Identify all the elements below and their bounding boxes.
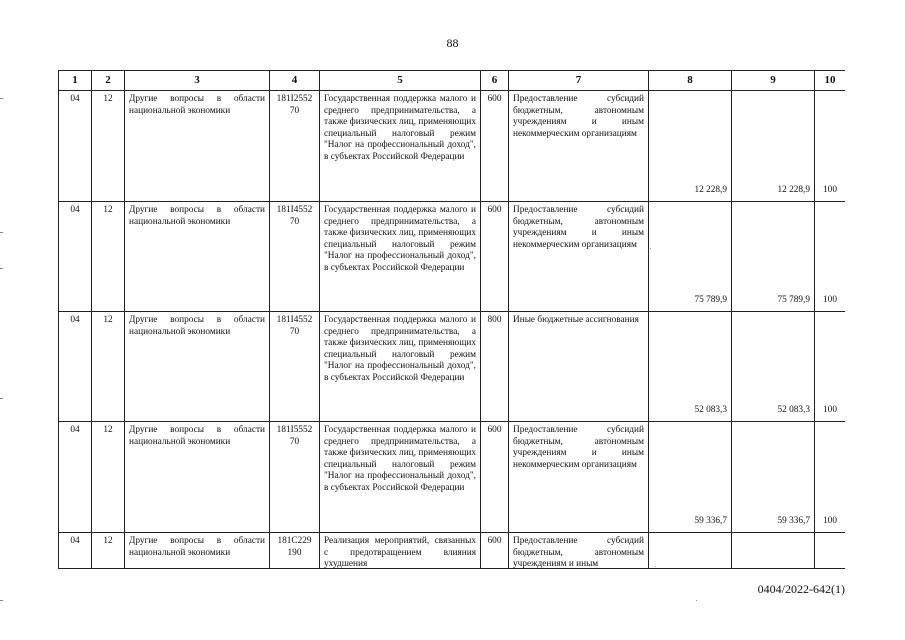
cell-expense-code: 600 [481, 202, 509, 311]
cell-percent [815, 312, 845, 421]
table-row [59, 312, 845, 422]
table-row [59, 202, 845, 312]
header-col-9: 9 [732, 71, 815, 90]
cell-amount-approved [649, 422, 732, 532]
cell-expense-code: 800 [481, 312, 509, 421]
cell-expense-name: Предоставление субсидий бюджетным, автономным учреждениям и иным некоммерческим организациям [509, 91, 649, 201]
cell-subsection: 12 [92, 422, 125, 532]
cell-expense-name: Предоставление субсидий бюджетным, автономным учреждениям и иным [509, 533, 649, 569]
percent-value: 100 [823, 185, 837, 196]
budget-table [58, 70, 845, 569]
header-col-6: 6 [481, 71, 509, 90]
amount-executed-value: 52 083,3 [777, 405, 810, 416]
cell-section-name: Другие вопросы в области национальной экономики [125, 533, 270, 569]
cell-section-name: Другие вопросы в области национальной экономики [125, 422, 270, 532]
scan-edge-mark [0, 98, 3, 99]
scan-speck [650, 248, 651, 249]
header-col-1: 1 [59, 71, 92, 90]
cell-expense-code: 600 [481, 533, 509, 569]
cell-target-code: 181I4552 70 [270, 312, 320, 421]
cell-target-name: Государственная поддержка малого и среднего предпринимательства, а также физических лиц, применяющих специальный налоговый режим "Налог на профессиональный доход", в субъектах Российской Федерации [320, 91, 481, 201]
table-row [59, 533, 845, 569]
percent-value: 100 [823, 295, 837, 306]
cell-amount-executed [732, 312, 815, 421]
cell-section: 04 [59, 202, 92, 311]
amount-executed-value: 12 228,9 [777, 185, 810, 196]
percent-value: 100 [823, 516, 837, 527]
scan-edge-mark [0, 600, 3, 601]
cell-target-code: 181I2552 70 [270, 91, 320, 201]
cell-section-name: Другие вопросы в области национальной экономики [125, 312, 270, 421]
header-col-7: 7 [509, 71, 649, 90]
cell-amount-approved [649, 533, 732, 569]
amount-approved-value: 75 789,9 [694, 295, 727, 306]
cell-amount-approved [649, 312, 732, 421]
header-col-3: 3 [125, 71, 270, 90]
cell-subsection: 12 [92, 91, 125, 201]
amount-approved-value: 12 228,9 [694, 185, 727, 196]
scan-speck [696, 600, 697, 601]
cell-percent [815, 202, 845, 311]
cell-subsection: 12 [92, 312, 125, 421]
cell-expense-code: 600 [481, 91, 509, 201]
table-row [59, 91, 845, 202]
cell-percent [815, 422, 845, 532]
cell-section-name: Другие вопросы в области национальной экономики [125, 91, 270, 201]
amount-executed-value: 75 789,9 [777, 295, 810, 306]
scan-edge-mark [0, 232, 3, 233]
amount-approved-value: 59 336,7 [694, 516, 727, 527]
table-row [59, 422, 845, 533]
cell-target-code: 181I5552 70 [270, 422, 320, 532]
cell-expense-name: Иные бюджетные ассигнования [509, 312, 649, 421]
header-col-5: 5 [320, 71, 481, 90]
cell-amount-executed [732, 91, 815, 201]
cell-amount-executed [732, 533, 815, 569]
table-header-row [59, 71, 845, 91]
header-col-4: 4 [270, 71, 320, 90]
scan-edge-mark [0, 398, 3, 399]
cell-section: 04 [59, 312, 92, 421]
cell-target-name: Государственная поддержка малого и среднего предпринимательства, а также физических лиц, применяющих специальный налоговый режим "Налог на профессиональный доход", в субъектах Российской Федерации [320, 422, 481, 532]
cell-expense-name: Предоставление субсидий бюджетным, автономным учреждениям и иным некоммерческим организациям [509, 202, 649, 311]
header-col-10: 10 [815, 71, 845, 90]
cell-percent [815, 533, 845, 569]
scan-speck [655, 566, 656, 567]
cell-percent [815, 91, 845, 201]
cell-target-name: Реализация мероприятий, связанных с предотвращением влияния ухудшения [320, 533, 481, 569]
cell-amount-executed [732, 202, 815, 311]
page-number: 88 [446, 36, 459, 50]
scan-edge-mark [0, 268, 3, 269]
cell-section: 04 [59, 422, 92, 532]
cell-expense-name: Предоставление субсидий бюджетным, автономным учреждениям и иным некоммерческим организациям [509, 422, 649, 532]
cell-section: 04 [59, 533, 92, 569]
cell-amount-approved [649, 202, 732, 311]
cell-subsection: 12 [92, 533, 125, 569]
cell-amount-executed [732, 422, 815, 532]
percent-value: 100 [823, 405, 837, 416]
cell-target-code: 181C229 190 [270, 533, 320, 569]
amount-approved-value: 52 083,3 [694, 405, 727, 416]
header-col-8: 8 [649, 71, 732, 90]
amount-executed-value: 59 336,7 [777, 516, 810, 527]
header-col-2: 2 [92, 71, 125, 90]
cell-section-name: Другие вопросы в области национальной экономики [125, 202, 270, 311]
cell-section: 04 [59, 91, 92, 201]
cell-amount-approved [649, 91, 732, 201]
cell-expense-code: 600 [481, 422, 509, 532]
document-code: 0404/2022-642(1) [757, 582, 845, 596]
cell-target-code: 181I4552 70 [270, 202, 320, 311]
cell-target-name: Государственная поддержка малого и среднего предпринимательства, а также физических лиц, применяющих специальный налоговый режим "Налог на профессиональный доход", в субъектах Российской Федерации [320, 202, 481, 311]
cell-subsection: 12 [92, 202, 125, 311]
cell-target-name: Государственная поддержка малого и среднего предпринимательства, а также физических лиц, применяющих специальный налоговый режим "Налог на профессиональный доход", в субъектах Российской Федерации [320, 312, 481, 421]
